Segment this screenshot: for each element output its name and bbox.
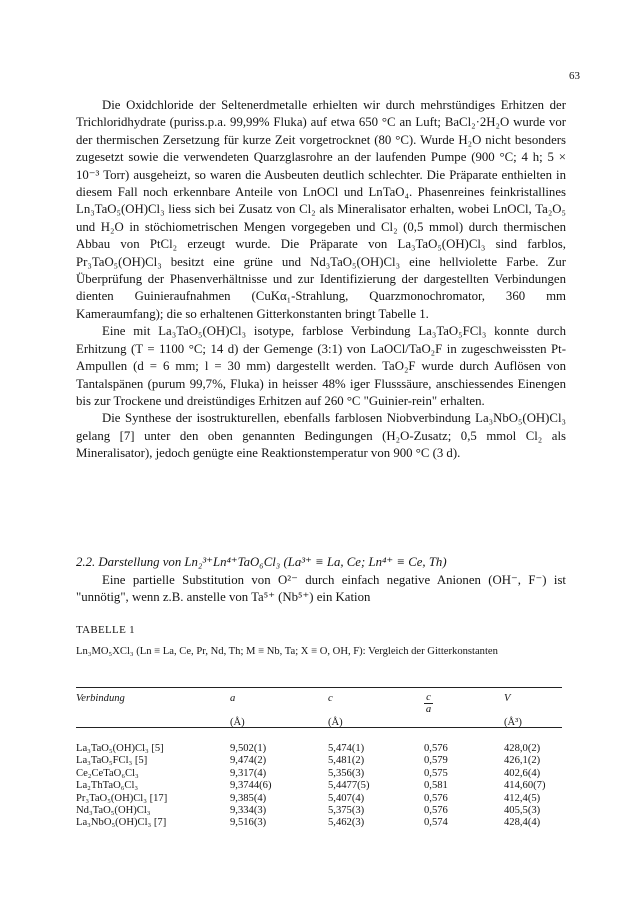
cell-a: 9,385(4) (230, 792, 267, 804)
section-heading: 2.2. Darstellung von Ln₂³⁺Ln⁴⁺TaO₆Cl₃ (La³⁺ ≡ La, Ce; Ln⁴⁺ ≡ Ce, Th) (76, 555, 447, 569)
cell-c: 5,407(4) (328, 792, 365, 804)
cell-compound: La₃TaO₅FCl₃ [5] (76, 755, 148, 767)
ratio-numerator: c (426, 692, 431, 703)
body-text (76, 97, 566, 463)
cell-volume: 414,60(7) (504, 780, 546, 792)
cell-a: 9,3744(6) (230, 780, 272, 792)
table-title: Ln₃MO₅XCl₃ (Ln ≡ La, Ce, Pr, Nd, Th; M ≡ Nb, Ta; X ≡ O, OH, F): Vergleich der Gitterkonstanten (76, 646, 498, 657)
table-row (76, 755, 562, 767)
cell-a: 9,474(2) (230, 755, 267, 767)
cell-ratio: 0,576 (424, 743, 448, 754)
header-cell: c (328, 693, 333, 704)
cell-compound: Nd₃TaO₅(OH)Cl₃ (76, 805, 151, 817)
cell-volume: 405,5(3) (504, 805, 541, 817)
unit-cell: (Å) (328, 717, 343, 728)
unit-cell (76, 716, 230, 729)
cell-c: 5,481(2) (328, 755, 365, 767)
cell-c: 5,462(3) (328, 817, 365, 829)
cell-c: 5,474(1) (328, 743, 365, 754)
table-header-row (76, 688, 562, 716)
lattice-constants-table (76, 688, 562, 830)
cell-compound: La₂ThTaO₆Cl₃ (76, 780, 139, 792)
table-row (76, 780, 562, 792)
cell-volume: 428,4(4) (504, 817, 541, 829)
cell-ratio: 0,576 (424, 792, 448, 804)
cell-ratio: 0,576 (424, 805, 448, 817)
table-row (76, 768, 562, 780)
header-cell: a (230, 693, 236, 704)
header-cell: Verbindung (76, 693, 125, 704)
cell-a: 9,502(1) (230, 743, 267, 754)
ratio-denominator: a (425, 704, 432, 715)
table-row (76, 793, 562, 805)
table-caption: TABELLE 1 (76, 624, 135, 636)
cell-compound: La₃TaO₅(OH)Cl₃ [5] (76, 743, 164, 754)
cell-volume: 412,4(5) (504, 792, 541, 804)
cell-a: 9,516(3) (230, 817, 267, 829)
cell-ratio: 0,575 (424, 767, 448, 779)
header-cell-ratio (424, 688, 504, 716)
paragraph: Die Oxidchloride der Seltenerdmetalle erhielten wir durch mehrstündiges Erhitzen der Trichloridhydrate (puriss.p.a. 99,99% Fluka) auf etwa 650 °C an Luft; BaCl₂·2H₂O wurde vor der thermischen Zersetzung für kurze Zeit vorgetrocknet (80 °C). Wurde H₂O nicht besonders zugesetzt sowie die verwendeten Quarzglasrohre an der laufenden Pumpe (900 °C; 4 h; 5 × 10⁻³ Torr) ausgeheizt, so waren die Ausbeuten deutlich schlechter. Die Präparate enthielten in diesem Fall noch erkennbare Anteile von LnOCl und LnTaO₄. Phasenreines feinkristallines Ln₃TaO₅(OH)Cl₃ liess sich bei Zusatz von Cl₂ als Mineralisator erhalten, wobei LnOCl, Ta₂O₅ und H₂O in stöchiometrischen Mengen vorgegeben und Cl₂ (0,5 mmol) durch thermischen Abbau von PtCl₂ erzeugt wurde. Die Präparate von La₃TaO₅(OH)Cl₃ sind farblos, Pr₃TaO₅(OH)Cl₃ besitzt eine grüne und Nd₃TaO₅(OH)Cl₃ eine hellviolette Farbe. Zur Überprüfung der Phasenverhältnisse und zur Identifizierung der dargestellten Verbindungen dienten Guinieraufnahmen (CuKα₁-Strahlung, Quarzmonochromator, 360 mm Kameraumfang); die so erhaltenen Gitterkonstanten bringt Tabelle 1. (76, 98, 566, 321)
paragraph: Die Synthese der isostrukturellen, ebenfalls farblosen Niobverbindung La₃NbO₅(OH)Cl₃ gelang [7] unter den oben genannten Bedingungen (H₂O-Zusatz; 0,5 mmol Cl₂ als Mineralisator), jedoch genügte eine Reaktionstemperatur von 900 °C (3 d). (76, 411, 566, 461)
cell-a: 9,317(4) (230, 767, 267, 779)
cell-ratio: 0,579 (424, 755, 448, 767)
cell-compound: La₃NbO₅(OH)Cl₃ [7] (76, 817, 167, 829)
cell-c: 5,4477(5) (328, 780, 370, 792)
cell-volume: 428,0(2) (504, 743, 541, 754)
cell-c: 5,375(3) (328, 805, 365, 817)
cell-ratio: 0,574 (424, 817, 448, 829)
cell-compound: Ce₂CeTaO₆Cl₃ (76, 767, 139, 779)
table-row (76, 729, 562, 755)
unit-cell: (Å³) (504, 717, 522, 728)
paragraph: Eine partielle Substitution von O²⁻ durch einfach negative Anionen (OH⁻, F⁻) ist "unnötig", wenn z.B. anstelle von Ta⁵⁺ (Nb⁵⁺) ein Kation (76, 573, 566, 605)
body-text-continued (76, 572, 566, 607)
table-row (76, 805, 562, 817)
cell-a: 9,334(3) (230, 805, 267, 817)
cell-c: 5,356(3) (328, 767, 365, 779)
unit-cell: (Å) (230, 717, 245, 728)
cell-ratio: 0,581 (424, 780, 448, 792)
table-row (76, 817, 562, 829)
paragraph: Eine mit La₃TaO₅(OH)Cl₃ isotype, farblose Verbindung La₃TaO₅FCl₃ konnte durch Erhitzung (T = 1100 °C; 14 d) der Gemenge (3:1) von LaOCl/TaO₂F in zugeschweissten Pt-Ampullen (d = 6 mm; l = 30 mm) dargestellt werden. TaO₂F wurde durch Auflösen von Tantalspänen (purum 99,7%, Fluka) in heisser 48% iger Flusssäure, anschiessendes Einengen bis zur Trockene und dreistündiges Erhitzen auf 260 °C "Guinier-rein" erhalten. (76, 324, 566, 408)
table-units-row (76, 716, 562, 729)
unit-cell-empty (424, 716, 504, 729)
cell-compound: Pr₃TaO₅(OH)Cl₃ [17] (76, 792, 168, 804)
page-number: 63 (569, 70, 580, 82)
ratio-fraction (424, 692, 433, 715)
header-cell: V (504, 693, 511, 704)
cell-volume: 402,6(4) (504, 767, 541, 779)
cell-volume: 426,1(2) (504, 755, 541, 767)
